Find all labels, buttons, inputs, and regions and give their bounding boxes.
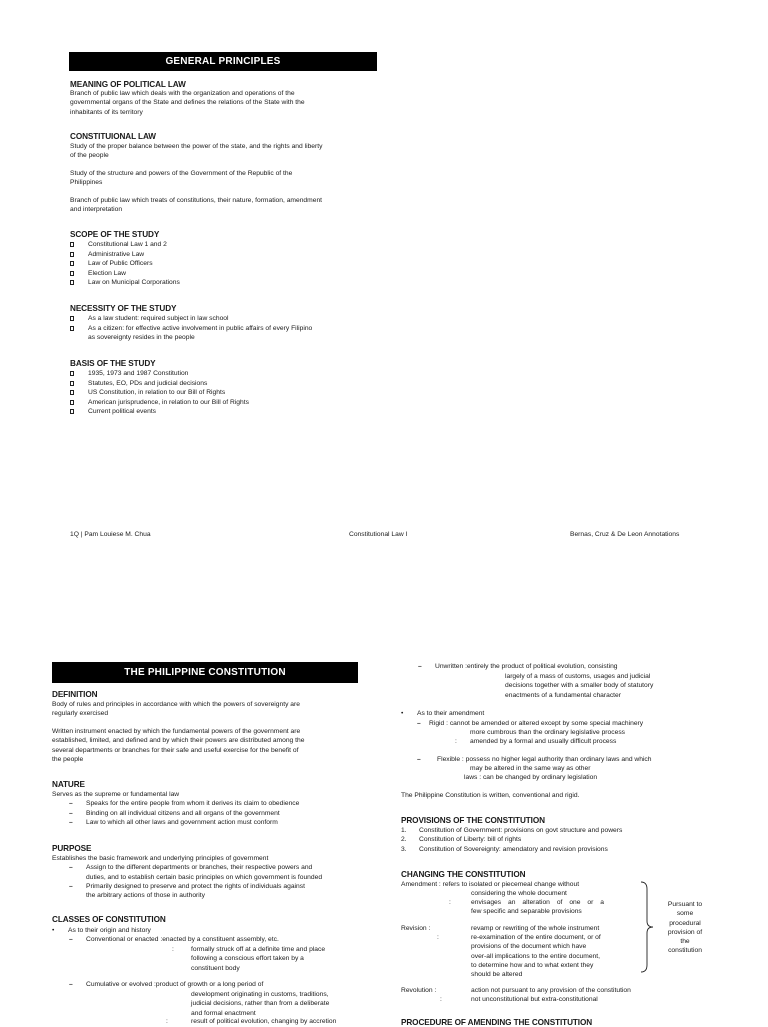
basis-heading: BASIS OF THE STUDY	[70, 359, 156, 368]
dash-icon: –	[69, 981, 73, 988]
list-item-text: Flexible : possess no higher legal authority than ordinary laws and which	[437, 756, 652, 763]
text-line: over-all implications to the entire document,	[471, 952, 600, 960]
list-item	[52, 980, 362, 989]
list-number: 2.	[401, 836, 407, 844]
revolution-line: action not pursuant to any provision of the constitution	[471, 987, 631, 994]
list-item	[401, 826, 741, 835]
list-item-text: American jurisprudence, in relation to our Bill of Rights	[88, 398, 249, 406]
list-item-text: 1935, 1973 and 1987 Constitution	[88, 370, 189, 377]
footer-center: Constitutional Law I	[349, 531, 408, 538]
list-item	[417, 719, 737, 728]
flexible-last: laws : can be changed by ordinary legislation	[464, 774, 598, 781]
bracket-note	[655, 900, 715, 956]
amendment-line: Amendment : refers to isolated or piecemeal change without	[401, 881, 580, 888]
provisions-heading: PROVISIONS OF THE CONSTITUTION	[401, 816, 545, 825]
list-item-text: Speaks for the entire people from whom it derives its claim to obedience	[86, 800, 300, 808]
list-item	[70, 407, 370, 417]
text-line: to determine how and to what extent they	[471, 961, 594, 969]
purpose-heading: PURPOSE	[52, 844, 92, 853]
text-line: judicial decisions, rather than from a deliberate	[191, 1000, 330, 1008]
list-item-text: Cumulative or evolved :product of growth or a long period of	[86, 981, 264, 988]
nature-block	[52, 790, 357, 827]
text-line: Body of rules and principles in accordance with which the powers of sovereignty are	[52, 701, 300, 708]
text-line: constituent body	[191, 964, 240, 972]
checkbox-square-icon	[70, 271, 74, 276]
text-line: the	[680, 938, 690, 946]
list-item-text: duties, and to establish certain basic principles on which government is founded	[86, 873, 323, 881]
cumulative-last: result of political evolution, changing by accretion	[191, 1018, 337, 1025]
rigid-item	[417, 719, 737, 728]
colon: :	[437, 934, 439, 941]
list-item-text: Statutes, EO, PDs and judicial decisions	[88, 379, 208, 387]
list-item-text: Unwritten :entirely the product of political evolution, consisting	[435, 663, 618, 670]
nature-intro: Serves as the supreme or fundamental law	[52, 791, 180, 798]
page1-title: GENERAL PRINCIPLES	[165, 56, 281, 67]
text-line: the people	[52, 755, 84, 763]
colon: :	[166, 1018, 168, 1025]
constitution-statement: The Philippine Constitution is written, conventional and rigid.	[401, 792, 580, 799]
list-number: 3.	[401, 845, 407, 853]
amendment-class-block	[401, 709, 741, 718]
unwritten-continuation	[505, 672, 705, 700]
text-line: of the people	[70, 152, 109, 160]
list-item-text: As a law student: required subject in law school	[88, 315, 229, 322]
list-item-text: Binding on all individual citizens and all organs of the government	[86, 809, 280, 817]
rigid-continuation: more cumbrous than the ordinary legislative process	[470, 729, 626, 736]
rigid-last: amended by a formal and usually difficult process	[470, 738, 617, 745]
list-item-text: Constitution of Sovereignty: amendatory and revision provisions	[419, 845, 608, 853]
text-line: provision of	[667, 928, 703, 936]
list-item	[401, 709, 741, 718]
list-item-text: US Constitution, in relation to our Bill of Rights	[88, 389, 226, 396]
text-line: following a conscious effort taken by a	[191, 955, 304, 963]
meaning-line: governmental organs of the State and defines the relations of the State with the	[70, 99, 305, 107]
dash-icon: –	[69, 936, 73, 944]
list-item	[52, 818, 357, 827]
bullet-icon: •	[52, 927, 55, 934]
list-item-text: Primarily designed to preserve and protect the rights of individuals against	[86, 882, 305, 890]
dash-icon: –	[418, 663, 422, 670]
nature-heading: NATURE	[52, 780, 85, 789]
checkbox-square-icon	[70, 409, 74, 414]
list-item	[401, 845, 741, 854]
list-item-text: Law to which all other laws and government action must conform	[86, 818, 278, 826]
revision-line: revamp or rewriting of the whole instrument	[471, 925, 600, 932]
meaning-heading: MEANING OF POLITICAL LAW	[70, 80, 186, 89]
list-item-text: Current political events	[88, 408, 157, 415]
list-item	[52, 809, 357, 818]
list-item-text: the arbitrary actions of those in authority	[86, 892, 205, 900]
list-item-text: Election Law	[88, 269, 126, 277]
text-line: and formal enactment	[191, 1009, 256, 1017]
colon: :	[449, 899, 451, 906]
classes-block	[52, 926, 362, 945]
checkbox-square-icon	[70, 252, 74, 257]
list-item-text: Constitutional Law 1 and 2	[88, 241, 167, 248]
list-item	[52, 799, 357, 808]
provisions-list	[401, 826, 741, 854]
colon: :	[172, 946, 174, 953]
list-item	[52, 935, 362, 944]
text-line: Philippines	[70, 179, 103, 187]
revision-detail	[471, 933, 641, 979]
text-line: Written instrument enacted by which the fundamental powers of the government are	[52, 728, 301, 735]
checkbox-square-icon	[70, 371, 74, 376]
list-item-continuation	[70, 333, 366, 343]
cumulative-item	[52, 980, 362, 989]
bullet-icon: •	[401, 710, 404, 717]
list-item	[52, 926, 362, 935]
text-line: development originating in customs, traditions,	[191, 991, 329, 998]
list-item	[401, 662, 741, 671]
dash-icon: –	[69, 882, 73, 890]
constitutional-p1	[70, 142, 370, 161]
list-item-text: Law on Municipal Corporations	[88, 279, 180, 286]
unwritten-item	[401, 662, 741, 671]
text-line: decisions together with a smaller body of statutory	[505, 682, 654, 690]
page2-title: THE PHILIPPINE CONSTITUTION	[124, 667, 286, 678]
list-item	[70, 369, 370, 379]
checkbox-square-icon	[70, 280, 74, 285]
revolution-label: Revolution :	[401, 987, 437, 994]
checkbox-square-icon	[70, 242, 74, 247]
footer-left: 1Q | Pam Louiese M. Chua	[70, 531, 151, 538]
definition-p1	[52, 700, 352, 719]
text-line: and interpretation	[70, 206, 123, 214]
list-item-text: Administrative Law	[88, 250, 145, 258]
text-line: Study of the structure and powers of the Government of the Republic of the	[70, 170, 293, 177]
scope-list	[70, 240, 370, 288]
constitutional-p2	[70, 169, 370, 188]
list-item-text: Law of Public Officers	[88, 260, 153, 267]
text-line: formally struck off at a definite time and place	[191, 946, 326, 953]
footer-right: Bernas, Cruz & De Leon Annotations	[570, 531, 680, 538]
list-item	[52, 882, 362, 901]
checkbox-square-icon	[70, 261, 74, 266]
list-item-text: Constitution of Government: provisions on govt structure and powers	[419, 827, 623, 834]
text-line: some	[676, 910, 694, 918]
text-line: regularly exercised	[52, 710, 109, 718]
definition-p2	[52, 727, 352, 764]
list-item	[52, 863, 362, 882]
necessity-list	[70, 314, 366, 343]
revision-label: Revision :	[401, 925, 431, 932]
list-item	[70, 314, 366, 324]
text-line: envisages an alteration of one or a	[471, 899, 604, 906]
colon: :	[440, 996, 442, 1003]
list-number: 1.	[401, 827, 407, 834]
text-line: Study of the proper balance between the power of the state, and the rights and liberty	[70, 143, 323, 150]
list-item-text: Assign to the different departments or branches, their respective powers and	[86, 864, 313, 872]
list-item-text: Rigid : cannot be amended or altered except by some special machinery	[429, 720, 644, 727]
dash-icon: –	[69, 800, 73, 808]
amendment-continuation: considering the whole document	[471, 890, 567, 897]
list-item-text: Conventional or enacted :enacted by a constituent assembly, etc.	[86, 936, 279, 944]
text-line: provisions of the document which have	[471, 943, 587, 951]
dash-icon: –	[417, 720, 421, 727]
meaning-line: Branch of public law which deals with the organization and operations of the	[70, 90, 295, 97]
text-line: largely of a mass of customs, usages and judicial	[505, 673, 651, 680]
text-line: re-examination of the entire document, or of	[471, 934, 601, 941]
checkbox-square-icon	[70, 390, 74, 395]
constitutional-p3	[70, 196, 370, 215]
list-item	[70, 379, 370, 389]
conventional-continuation	[191, 945, 361, 973]
text-line: several departments or branches for their safe and useful exercise for the benefit of	[52, 746, 299, 754]
changing-heading: CHANGING THE CONSTITUTION	[401, 870, 526, 879]
dash-icon: –	[69, 864, 73, 872]
checkbox-square-icon	[70, 400, 74, 405]
text-line: Branch of public law which treats of constitutions, their nature, formation, amendment	[70, 197, 323, 204]
constitutional-heading: CONSTITUIONAL LAW	[70, 132, 156, 141]
cumulative-continuation	[191, 990, 361, 1018]
classes-heading: CLASSES OF CONSTITUTION	[52, 915, 166, 924]
text-line: procedural	[669, 919, 701, 927]
flexible-item	[417, 755, 737, 764]
revolution-detail: not unconstitutional but extra-constitutional	[471, 996, 598, 1003]
text-line: enactments of a fundamental character	[505, 691, 621, 699]
checkbox-square-icon	[70, 316, 74, 321]
meaning-line: inhabitants of its territory	[70, 108, 143, 116]
scope-heading: SCOPE OF THE STUDY	[70, 230, 160, 239]
list-item	[70, 250, 370, 260]
text-line: few specific and separable provisions	[471, 908, 582, 916]
definition-heading: DEFINITION	[52, 690, 98, 699]
purpose-intro: Establishes the basic framework and underlying principles of government	[52, 855, 269, 862]
list-item	[417, 755, 737, 764]
dash-icon: –	[69, 809, 73, 817]
colon: :	[455, 738, 457, 745]
basis-list	[70, 369, 370, 417]
necessity-heading: NECESSITY OF THE STUDY	[70, 304, 177, 313]
text-line: should be altered	[471, 971, 523, 979]
list-item	[401, 835, 741, 844]
list-item-text: as sovereignty resides in the people	[88, 334, 195, 341]
procedure-heading: PROCEDURE OF AMENDING THE CONSTITUTION	[401, 1018, 593, 1027]
list-item	[70, 259, 370, 269]
text-line: Pursuant to	[667, 901, 703, 908]
flexible-continuation: may be altered in the same way as other	[470, 765, 591, 772]
list-item	[70, 324, 366, 334]
list-item-text: As to their amendment	[417, 710, 485, 717]
list-item-text: As to their origin and history	[68, 927, 151, 934]
text-line: constitution	[668, 947, 702, 955]
purpose-block	[52, 854, 362, 900]
list-item	[70, 240, 370, 250]
amendment-detail	[471, 898, 604, 917]
meaning-text	[70, 89, 370, 117]
text-line: established, limited, and defined and by which their powers are distributed among the	[52, 737, 305, 745]
list-item	[70, 388, 370, 398]
list-item	[70, 398, 370, 408]
page1-title-bar	[69, 52, 377, 71]
checkbox-square-icon	[70, 381, 74, 386]
dash-icon: –	[69, 818, 73, 826]
list-item	[70, 278, 370, 288]
list-item-text: As a citizen: for effective active involvement in public affairs of every Filipino	[88, 324, 313, 332]
dash-icon: –	[417, 756, 421, 763]
page2-title-bar	[52, 662, 358, 683]
list-item	[70, 269, 370, 279]
checkbox-square-icon	[70, 326, 74, 331]
list-item-text: Constitution of Liberty: bill of rights	[419, 836, 522, 844]
